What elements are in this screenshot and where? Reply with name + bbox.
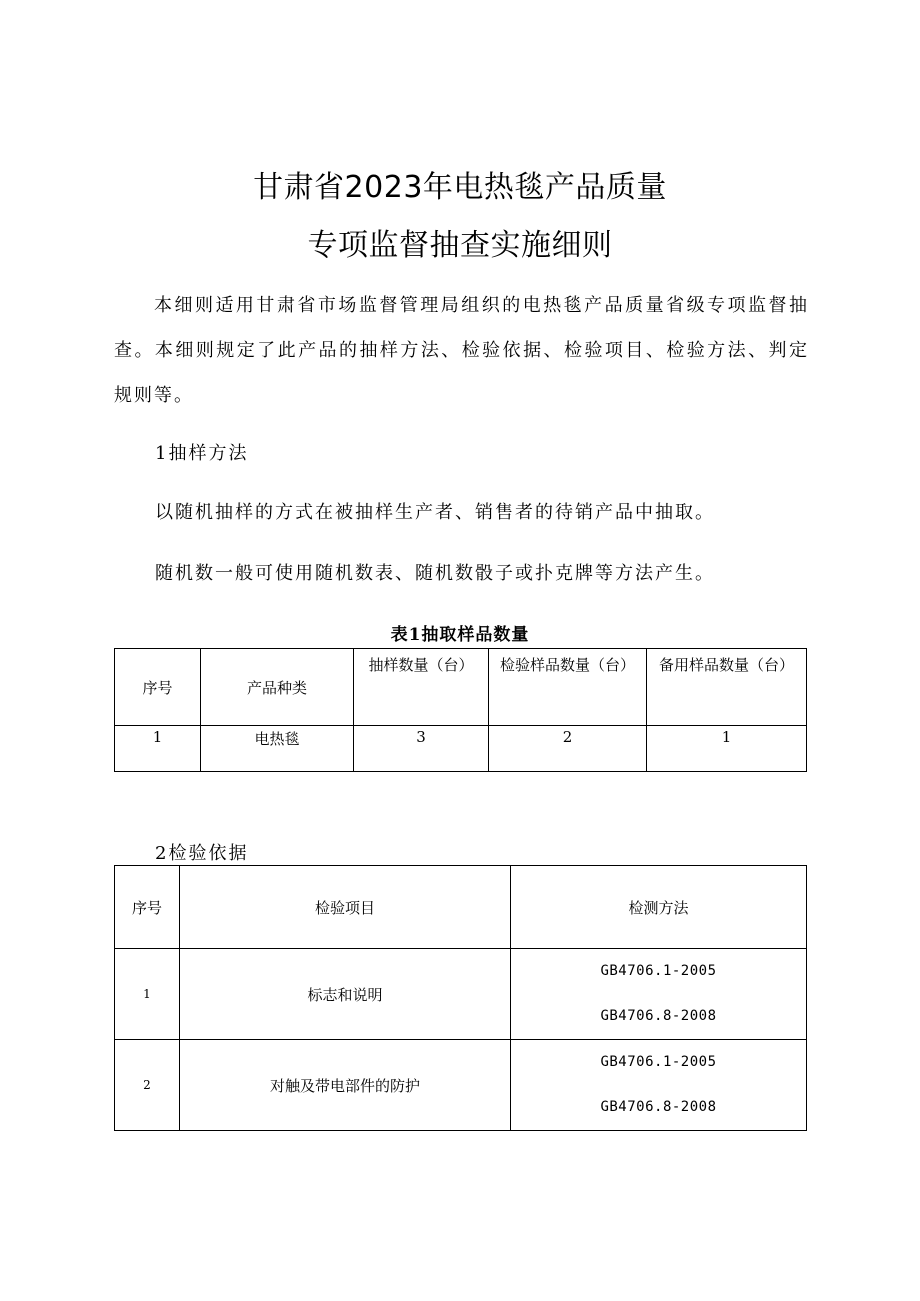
test-method: GB4706.8-2008	[600, 1099, 717, 1115]
header-cell: 检验样品数量（台）	[489, 649, 647, 726]
header-cell: 序号	[115, 866, 180, 949]
row-number: 2	[115, 1040, 180, 1131]
test-method: GB4706.1-2005	[600, 963, 717, 979]
doc-title-line2: 专项监督抽查实施细则	[307, 228, 613, 263]
table-row	[115, 726, 807, 772]
table1-caption: 表1抽取样品数量	[390, 625, 530, 645]
header-cell: 产品种类	[201, 649, 354, 726]
inspection-basis-table	[114, 865, 807, 1131]
table-cell: 3	[354, 726, 489, 772]
inspection-item: 对触及带电部件的防护	[180, 1040, 511, 1131]
test-method: GB4706.8-2008	[600, 1008, 717, 1024]
sampling-paragraph-2: 随机数一般可使用随机数表、随机数骰子或扑克牌等方法产生。	[155, 563, 715, 584]
table-cell: 1	[115, 726, 201, 772]
intro-paragraph: 本细则适用甘肃省市场监督管理局组织的电热毯产品质量省级专项监督抽查。本细则规定了此产品的抽样方法、检验依据、检验项目、检验方法、判定规则等。	[114, 295, 809, 406]
test-method-cell	[511, 949, 807, 1040]
table-cell: 1	[647, 726, 807, 772]
inspection-item: 标志和说明	[180, 949, 511, 1040]
header-cell: 备用样品数量（台）	[647, 649, 807, 726]
header-cell: 抽样数量（台）	[354, 649, 489, 726]
section1-heading: 1抽样方法	[155, 443, 249, 464]
table-row	[115, 949, 807, 1040]
table-header-row	[115, 866, 807, 949]
row-number: 1	[115, 949, 180, 1040]
section2-heading: 2检验依据	[155, 843, 249, 864]
sample-quantity-table	[114, 648, 807, 772]
header-cell: 检测方法	[511, 866, 807, 949]
test-method-cell	[511, 1040, 807, 1131]
header-cell: 检验项目	[180, 866, 511, 949]
header-cell: 序号	[115, 649, 201, 726]
sampling-paragraph-1: 以随机抽样的方式在被抽样生产者、销售者的待销产品中抽取。	[155, 502, 715, 523]
test-method: GB4706.1-2005	[600, 1054, 717, 1070]
doc-title-line1: 甘肃省2023年电热毯产品质量	[253, 170, 667, 205]
table-row	[115, 1040, 807, 1131]
table-cell: 电热毯	[201, 726, 354, 772]
table-cell: 2	[489, 726, 647, 772]
table-header-row	[115, 649, 807, 726]
